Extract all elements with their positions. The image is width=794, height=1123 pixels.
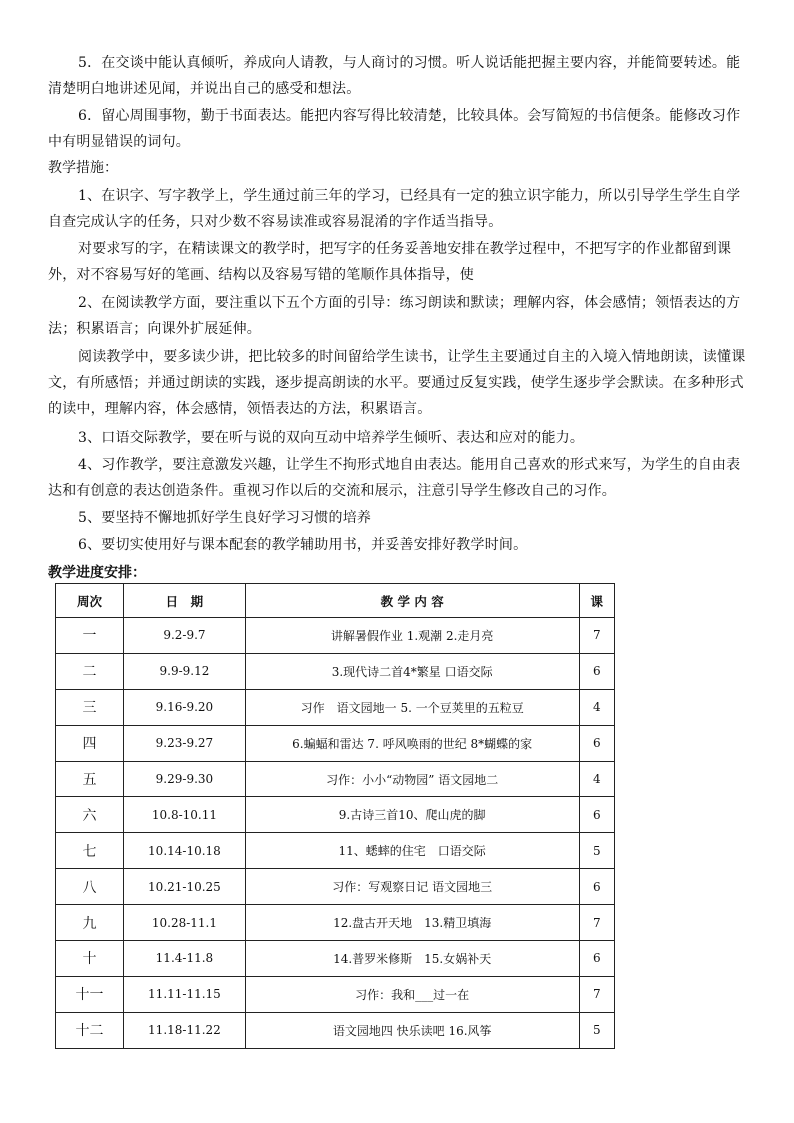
content-cell: 讲解暑假作业 1.观潮 2.走月亮 [245,618,579,654]
week-cell: 八 [56,869,124,905]
lessons-cell: 4 [579,689,614,725]
date-cell: 10.21-10.25 [124,869,246,905]
measure-item-3: 3、口语交际教学，要在听与说的双向互动中培养学生倾听、表达和应对的能力。 [78,430,585,446]
date-cell: 10.8-10.11 [124,797,246,833]
lessons-cell: 7 [579,976,614,1012]
lessons-cell: 4 [579,761,614,797]
header-lessons: 课 [579,584,614,618]
measures-heading: 教学措施： [48,160,118,176]
week-cell: 十二 [56,1012,124,1048]
lessons-cell: 6 [579,941,614,977]
table-row [56,761,615,797]
week-cell: 七 [56,833,124,869]
schedule-heading: 教学进度安排： [48,565,146,581]
week-cell: 十 [56,941,124,977]
content-cell: 习作：写观察日记 语文园地三 [245,869,579,905]
content-cell: 14.普罗米修斯 15.女娲补天 [245,941,579,977]
lessons-cell: 5 [579,1012,614,1048]
table-row [56,1012,615,1048]
date-cell: 9.23-9.27 [124,725,246,761]
date-cell: 11.4-11.8 [124,941,246,977]
content-cell: 习作 语文园地一 5. 一个豆荚里的五粒豆 [245,689,579,725]
date-cell: 9.29-9.30 [124,761,246,797]
week-cell: 四 [56,725,124,761]
measure-item-1: 1、在识字、写字教学上，学生通过前三年的学习，已经具有一定的独立识字能力，所以引导学生学生自学自查完成认字的任务，只对少数不容易读准或容易混淆的字作适当指导。 [48,188,741,230]
table-row [56,725,615,761]
measure-item-1-continued: 对要求写的字，在精读课文的教学时，把写字的任务妥善地安排在教学过程中，不把写字的作业都留到课外，对不容易写好的笔画、结构以及容易写错的笔顺作具体指导，使 [48,241,732,283]
table-row [56,941,615,977]
measure-item-2-continued: 阅读教学中，要多读少讲，把比较多的时间留给学生读书，让学生主要通过自主的入境入情地朗读，读懂课文，有所感悟；并通过朗读的实践，逐步提高朗读的水平。要通过反复实践，使学生逐步学会默读。在多种形式的读中，理解内容，体会感情，领悟表达的方法，积累语言。 [48,349,746,417]
lessons-cell: 7 [579,618,614,654]
date-cell: 9.16-9.20 [124,689,246,725]
measure-item-2: 2、在阅读教学方面，要注重以下五个方面的引导：练习朗读和默读；理解内容，体会感情；领悟表达的方法；积累语言；向课外扩展延伸。 [48,295,741,337]
schedule-body [56,618,615,1049]
week-cell: 三 [56,689,124,725]
measure-item-4: 4、习作教学，要注意激发兴趣，让学生不拘形式地自由表达。能用自己喜欢的形式来写，为学生的自由表达和有创意的表达创造条件。重视习作以后的交流和展示，注意引导学生修改自己的习作。 [48,457,741,499]
header-content: 教 学 内 容 [245,584,579,618]
content-cell: 6.蝙蝠和雷达 7. 呼风唤雨的世纪 8*蝴蝶的家 [245,725,579,761]
content-cell: 3.现代诗二首4*繁星 口语交际 [245,653,579,689]
week-cell: 一 [56,618,124,654]
week-cell: 九 [56,905,124,941]
content-cell: 习作：小小“动物园” 语文园地二 [245,761,579,797]
table-header-row [56,584,615,618]
content-cell: 9.古诗三首10、爬山虎的脚 [245,797,579,833]
week-cell: 六 [56,797,124,833]
week-cell: 二 [56,653,124,689]
lessons-cell: 7 [579,905,614,941]
table-row [56,833,615,869]
table-row [56,905,615,941]
lessons-cell: 6 [579,797,614,833]
table-row [56,653,615,689]
header-date: 日 期 [124,584,246,618]
lessons-cell: 6 [579,725,614,761]
date-cell: 11.11-11.15 [124,976,246,1012]
schedule-table [55,583,615,1049]
table-row [56,797,615,833]
table-row [56,976,615,1012]
date-cell: 9.9-9.12 [124,653,246,689]
date-cell: 9.2-9.7 [124,618,246,654]
week-cell: 五 [56,761,124,797]
table-row [56,618,615,654]
measure-item-5: 5、要坚持不懈地抓好学生良好学习习惯的培养 [78,510,372,526]
date-cell: 10.14-10.18 [124,833,246,869]
week-cell: 十一 [56,976,124,1012]
lessons-cell: 5 [579,833,614,869]
header-week: 周次 [56,584,124,618]
goal-paragraph-5: 5．在交谈中能认真倾听，养成向人请教，与人商讨的习惯。听人说话能把握主要内容，并能简要转述。能清楚明白地讲述见闻，并说出自己的感受和想法。 [48,55,741,97]
date-cell: 10.28-11.1 [124,905,246,941]
date-cell: 11.18-11.22 [124,1012,246,1048]
lessons-cell: 6 [579,653,614,689]
lessons-cell: 6 [579,869,614,905]
content-cell: 语文园地四 快乐读吧 16.风筝 [245,1012,579,1048]
table-row [56,689,615,725]
content-cell: 11、蟋蟀的住宅 口语交际 [245,833,579,869]
measure-item-6: 6、要切实使用好与课本配套的教学辅助用书，并妥善安排好教学时间。 [78,537,528,553]
content-cell: 习作：我和___过一在 [245,976,579,1012]
content-cell: 12.盘古开天地 13.精卫填海 [245,905,579,941]
goal-paragraph-6: 6．留心周围事物，勤于书面表达。能把内容写得比较清楚，比较具体。会写简短的书信便条。能修改习作中有明显错误的词句。 [48,108,741,150]
table-row [56,869,615,905]
